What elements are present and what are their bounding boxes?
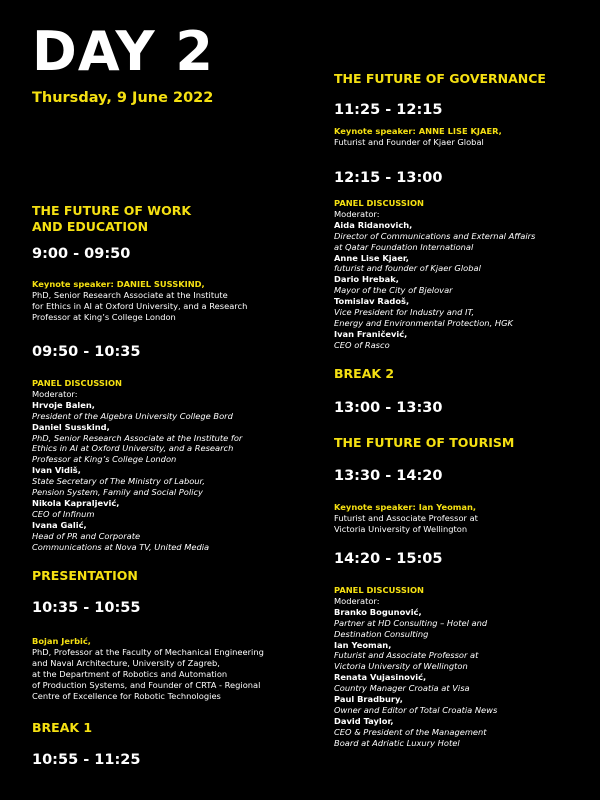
section-title-tourism: THE FUTURE OF TOURISM xyxy=(334,435,515,450)
speaker-role: Mayor of the City of Bjelovar xyxy=(334,285,453,296)
panel-label: PANEL DISCUSSION xyxy=(32,378,122,388)
time-slot: 10:55 - 11:25 xyxy=(32,752,141,768)
speaker-name: Nikola Kapraljević, xyxy=(32,497,120,508)
speaker-name: Renata Vujasinović, xyxy=(334,672,427,683)
speaker-role: Head of PR and Corporate xyxy=(32,530,141,541)
panel-label: PANEL DISCUSSION xyxy=(334,585,424,595)
speaker-name: David Taylor, xyxy=(334,715,394,726)
keynote-label: Keynote speaker: Ian Yeoman, xyxy=(334,502,477,512)
speaker-role: CEO of Infinum xyxy=(32,508,95,519)
speaker-role: Victoria University of Wellington xyxy=(334,661,468,672)
speaker-role: at Qatar Foundation International xyxy=(334,241,474,252)
moderator-label: Moderator: xyxy=(334,595,380,606)
time-slot: 13:00 - 13:30 xyxy=(334,400,443,416)
speaker-name: Anne Lise Kjaer, xyxy=(334,252,409,263)
moderator-label: Moderator: xyxy=(32,388,78,399)
speaker-role: Energy and Environmental Protection, HGK xyxy=(334,317,513,328)
speaker-role: CEO & President of the Management xyxy=(334,726,487,737)
speaker-role: Futurist and Associate Professor at xyxy=(334,650,479,661)
presenter-desc: at the Department of Robotics and Automation xyxy=(32,668,228,679)
speaker-name: Dario Hrebak, xyxy=(334,274,399,285)
speaker-name: Ivan Vidiš, xyxy=(32,465,81,476)
keynote-desc: for Ethics in AI at Oxford University, and a Research xyxy=(32,300,248,311)
section-title-line: THE FUTURE OF WORK xyxy=(32,203,192,218)
speaker-role: PhD, Senior Research Associate at the Institute for xyxy=(32,432,243,443)
section-title-presentation: PRESENTATION xyxy=(32,568,138,583)
presenter-desc: Centre of Excellence for Robotic Technologies xyxy=(32,690,221,701)
keynote-block xyxy=(334,502,478,535)
keynote-label: Keynote speaker: ANNE LISE KJAER, xyxy=(334,126,502,136)
keynote-desc: PhD, Senior Research Associate at the Institute xyxy=(32,289,228,300)
speaker-name: Daniel Susskind, xyxy=(32,421,110,432)
speaker-role: Board at Adriatic Luxury Hotel xyxy=(334,737,460,748)
presentation-block xyxy=(32,636,264,701)
speaker-role: Communications at Nova TV, United Media xyxy=(32,541,210,552)
event-date: Thursday, 9 June 2022 xyxy=(32,90,214,106)
speaker-name: Ivana Galić, xyxy=(32,519,87,530)
keynote-block xyxy=(334,126,502,148)
panel-block xyxy=(32,378,242,553)
time-slot: 10:35 - 10:55 xyxy=(32,600,141,616)
speaker-role: Vice President for Industry and IT, xyxy=(334,307,475,318)
presenter-desc: PhD, Professor at the Faculty of Mechanical Engineering xyxy=(32,646,264,657)
speaker-name: Branko Bogunović, xyxy=(334,606,422,617)
keynote-desc: Victoria University of Wellington xyxy=(334,523,468,534)
moderator-label: Moderator: xyxy=(334,208,380,219)
speaker-name: Ivan Franičević, xyxy=(334,328,408,339)
speaker-role: Destination Consulting xyxy=(334,628,429,639)
time-slot: 14:20 - 15:05 xyxy=(334,551,443,567)
speaker-name: Hrvoje Balen, xyxy=(32,399,95,410)
speaker-name: Aida Ridanovich, xyxy=(334,219,413,230)
speaker-role: Pension System, Family and Social Policy xyxy=(32,487,203,498)
speaker-role: Ethics in AI at Oxford University, and a Research xyxy=(32,443,234,454)
speaker-role: futurist and founder of Kjaer Global xyxy=(334,263,481,274)
section-title-governance: THE FUTURE OF GOVERNANCE xyxy=(334,71,546,86)
keynote-desc: Futurist and Associate Professor at xyxy=(334,512,478,523)
section-title-break2: BREAK 2 xyxy=(334,366,395,381)
speaker-role: Partner at HD Consulting – Hotel and xyxy=(334,617,488,628)
time-slot: 09:50 - 10:35 xyxy=(32,344,141,360)
speaker-role: State Secretary of The Ministry of Labour, xyxy=(32,476,205,487)
speaker-role: Owner and Editor of Total Croatia News xyxy=(334,704,498,715)
presenter-label: Bojan Jerbić, xyxy=(32,636,91,646)
presenter-desc: of Production Systems, and Founder of CRTA - Regional xyxy=(32,679,261,690)
keynote-label: Keynote speaker: DANIEL SUSSKIND, xyxy=(32,279,205,289)
speaker-role: Director of Communications and External Affairs xyxy=(334,230,536,241)
section-title-break1: BREAK 1 xyxy=(32,720,93,735)
panel-label: PANEL DISCUSSION xyxy=(334,198,424,208)
keynote-desc: Professor at King’s College London xyxy=(32,311,176,322)
speaker-role: Country Manager Croatia at Visa xyxy=(334,683,470,694)
time-slot: 12:15 - 13:00 xyxy=(334,170,443,186)
speaker-role: Professor at King’s College London xyxy=(32,454,177,465)
time-slot: 11:25 - 12:15 xyxy=(334,102,443,118)
panel-block xyxy=(334,585,497,749)
speaker-role: President of the Algebra University College Bord xyxy=(32,410,233,421)
speaker-name: Tomislav Radoš, xyxy=(334,296,410,307)
section-title-line: AND EDUCATION xyxy=(32,219,149,234)
time-slot: 9:00 - 09:50 xyxy=(32,246,131,262)
speaker-name: Ian Yeoman, xyxy=(334,639,392,650)
keynote-block xyxy=(32,279,247,323)
keynote-desc: Futurist and Founder of Kjaer Global xyxy=(334,136,484,147)
presenter-desc: and Naval Architecture, University of Zagreb, xyxy=(32,657,220,668)
speaker-role: CEO of Rasco xyxy=(334,339,390,350)
time-slot: 13:30 - 14:20 xyxy=(334,468,443,484)
day-title: DAY 2 xyxy=(32,20,214,83)
panel-block xyxy=(334,198,535,351)
speaker-name: Paul Bradbury, xyxy=(334,694,403,705)
section-title-work xyxy=(32,203,191,235)
